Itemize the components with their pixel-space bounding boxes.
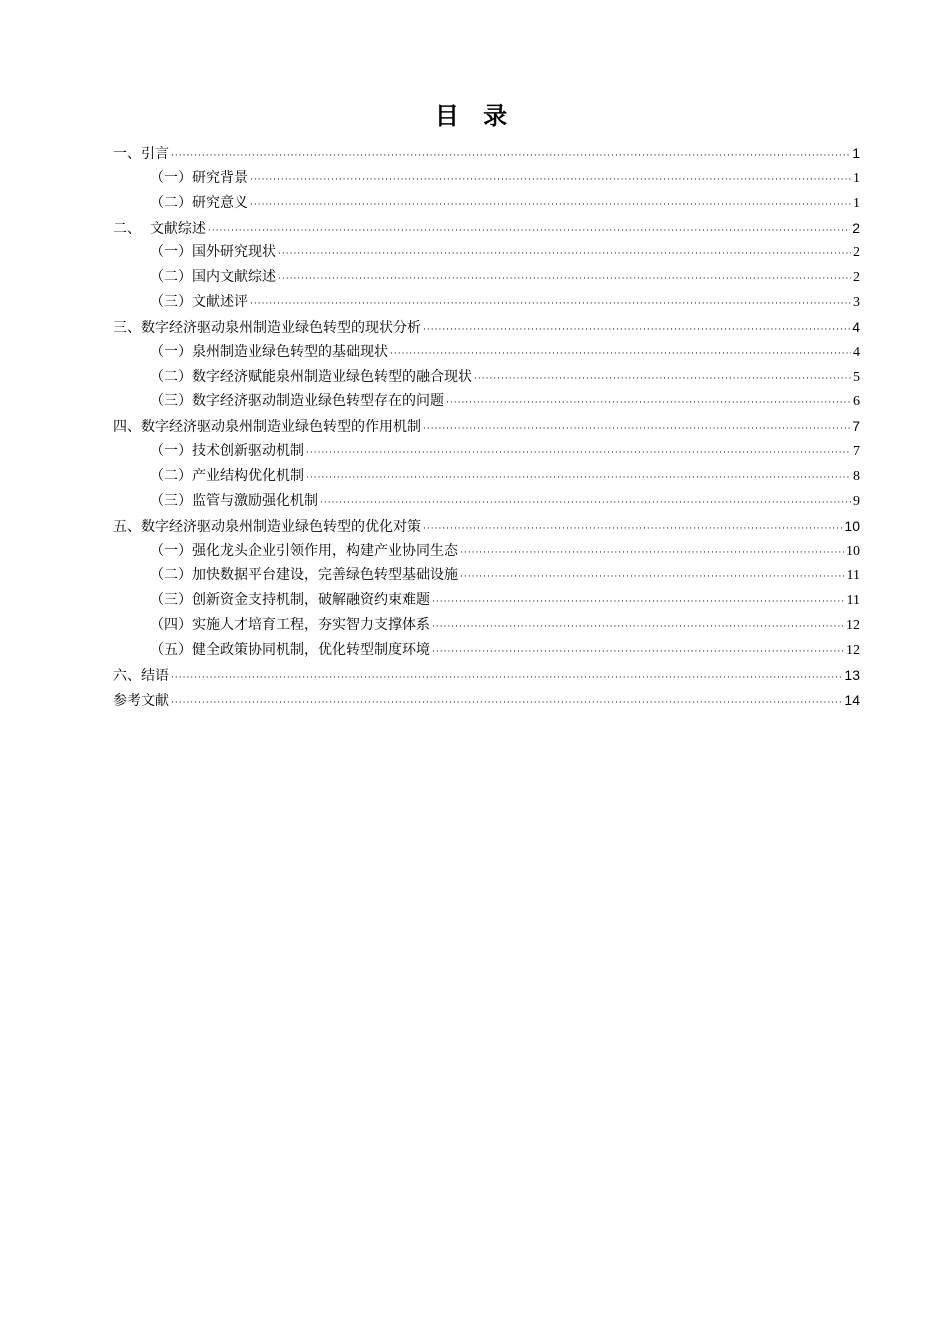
toc-page-number: 14 — [844, 691, 860, 708]
toc-entry-label: （二）数字经济赋能泉州制造业绿色转型的融合现状 — [150, 368, 472, 385]
toc-entry — [113, 389, 860, 414]
toc-dot-leader — [171, 666, 842, 691]
toc-dot-leader — [390, 342, 851, 367]
toc-entry — [113, 539, 860, 564]
toc-dot-leader — [278, 242, 851, 267]
table-of-contents — [113, 141, 860, 712]
toc-page-number: 1 — [853, 195, 860, 211]
toc-page-number: 4 — [852, 318, 860, 335]
toc-dot-leader — [250, 292, 851, 317]
toc-dot-leader — [208, 219, 850, 244]
toc-dot-leader — [250, 193, 851, 218]
toc-page-number: 2 — [853, 245, 860, 261]
toc-entry-label: 三、数字经济驱动泉州制造业绿色转型的现状分析 — [113, 319, 421, 336]
toc-dot-leader — [474, 367, 851, 392]
toc-entry-label: （一）强化龙头企业引领作用，构建产业协同生态 — [150, 542, 458, 559]
toc-page-number: 4 — [853, 344, 860, 360]
toc-entry-label: 五、数字经济驱动泉州制造业绿色转型的优化对策 — [113, 518, 421, 535]
toc-entry — [113, 638, 860, 663]
toc-page-number: 5 — [853, 369, 860, 385]
toc-entry — [113, 191, 860, 216]
toc-page-number: 9 — [853, 493, 860, 509]
toc-page-number: 7 — [853, 444, 860, 460]
toc-entry — [113, 315, 860, 340]
toc-entry-label: （二）国内文献综述 — [150, 269, 276, 286]
toc-entry — [113, 216, 860, 241]
toc-dot-leader — [446, 391, 851, 416]
toc-entry-label: 二、 文献综述 — [113, 220, 206, 237]
toc-entry — [113, 365, 860, 390]
toc-page-number: 11 — [846, 593, 860, 609]
toc-entry-label: （三）创新资金支持机制，破解融资约束难题 — [150, 592, 430, 609]
toc-entry-label: （二）产业结构优化机制 — [150, 467, 304, 484]
toc-entry-label: （三）数字经济驱动制造业绿色转型存在的问题 — [150, 393, 444, 410]
toc-dot-leader — [250, 168, 851, 193]
toc-dot-leader — [460, 541, 844, 566]
toc-page-number: 2 — [852, 219, 860, 236]
toc-entry-label: 一、引言 — [113, 146, 169, 162]
toc-entry — [113, 414, 860, 439]
toc-entry — [113, 141, 860, 166]
toc-dot-leader — [423, 517, 842, 542]
toc-dot-leader — [171, 691, 842, 716]
toc-entry-label: （二）加快数据平台建设，完善绿色转型基础设施 — [150, 567, 458, 584]
toc-dot-leader — [278, 267, 851, 292]
toc-entry — [113, 265, 860, 290]
toc-dot-leader — [432, 615, 844, 640]
toc-entry — [113, 588, 860, 613]
toc-dot-leader — [423, 318, 850, 343]
toc-entry-label: 六、结语 — [113, 667, 169, 684]
toc-page-number: 1 — [853, 170, 860, 186]
toc-entry — [113, 240, 860, 265]
toc-entry-label: 四、数字经济驱动泉州制造业绿色转型的作用机制 — [113, 419, 421, 436]
toc-entry — [113, 464, 860, 489]
toc-entry-label: （一）研究背景 — [150, 169, 248, 186]
toc-entry-label: （一）泉州制造业绿色转型的基础现状 — [150, 343, 388, 360]
toc-entry — [113, 166, 860, 191]
toc-dot-leader — [432, 640, 844, 665]
toc-entry — [113, 563, 860, 588]
toc-dot-leader — [432, 590, 845, 615]
toc-page-number: 8 — [853, 468, 860, 484]
toc-entry-label: 参考文献 — [113, 692, 169, 709]
toc-page-number: 11 — [846, 568, 860, 584]
toc-entry-label: （三）监管与激励强化机制 — [150, 492, 318, 509]
toc-dot-leader — [460, 565, 845, 590]
toc-title: 目 录 — [434, 102, 516, 130]
toc-entry — [113, 514, 860, 539]
toc-entry — [113, 489, 860, 514]
toc-page-number: 3 — [853, 295, 860, 311]
toc-entry-label: （二）研究意义 — [150, 194, 248, 211]
toc-entry-label: （四）实施人才培育工程，夯实智力支撑体系 — [150, 617, 430, 634]
toc-page-number: 6 — [853, 394, 860, 410]
toc-entry-label: （三）文献述评 — [150, 294, 248, 311]
toc-dot-leader — [423, 417, 850, 442]
toc-entry — [113, 613, 860, 638]
toc-dot-leader — [320, 491, 851, 516]
toc-page-number: 10 — [846, 543, 860, 559]
toc-page-number: 1 — [852, 145, 860, 161]
toc-page-number: 12 — [846, 618, 860, 634]
toc-page-number: 7 — [852, 418, 860, 435]
toc-entry — [113, 290, 860, 315]
toc-entry-label: （一）技术创新驱动机制 — [150, 443, 304, 460]
toc-page-number: 13 — [844, 666, 860, 683]
toc-entry-label: （五）健全政策协同机制，优化转型制度环境 — [150, 641, 430, 658]
toc-entry — [113, 663, 860, 688]
toc-entry-label: （一）国外研究现状 — [150, 244, 276, 261]
toc-dot-leader — [306, 441, 851, 466]
toc-page-number: 12 — [846, 642, 860, 658]
toc-dot-leader — [306, 466, 851, 491]
toc-entry — [113, 688, 860, 713]
toc-dot-leader — [171, 144, 850, 169]
toc-entry — [113, 439, 860, 464]
toc-page-number: 10 — [844, 517, 860, 534]
toc-entry — [113, 340, 860, 365]
toc-page-number: 2 — [853, 270, 860, 286]
